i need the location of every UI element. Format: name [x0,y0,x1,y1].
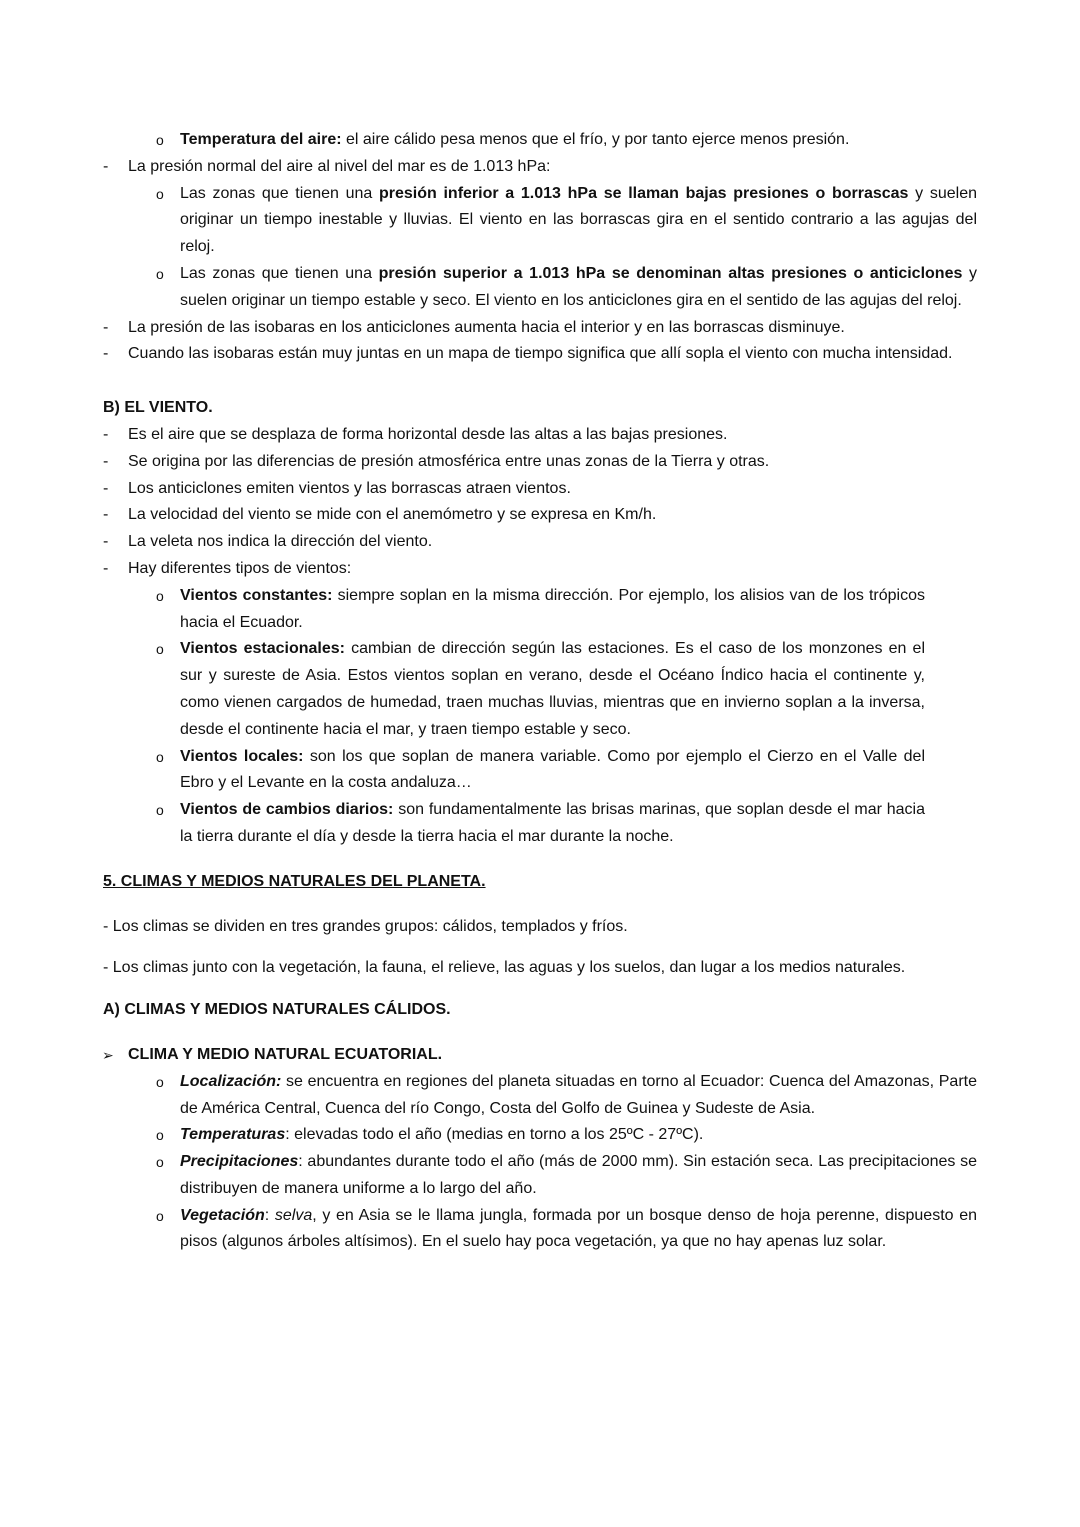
term: presión superior a 1.013 hPa se denominan altas presiones o anticiclones [378,264,963,282]
list-item [180,127,977,154]
text: : abundantes durante todo el año (más de 2000 mm). Sin estación seca. Las precipitaciones se distribuyen de manera uniforme a lo largo del año. [180,1153,977,1197]
list-item [180,744,925,798]
list-item [180,583,925,637]
text: Las zonas que tienen una [180,184,379,202]
text: Las zonas que tienen una [180,264,379,282]
term: Vegetación [180,1206,265,1224]
list-item: - La veleta nos indica la dirección del viento. [128,529,977,556]
heading-text: B) EL VIENTO. [103,399,213,417]
text: el aire cálido pesa menos que el frío, y por tanto ejerce menos presión. [341,131,850,148]
term: Vientos locales: [180,747,304,765]
list-item [180,181,977,261]
list-item [180,1122,977,1149]
list-item [180,1069,977,1123]
text: , y en Asia se le llama jungla, formada por un bosque denso de hoja perenne, dispuesto en pisos (algunos árboles altísimos). En el suelo hay poca vegetación, ya que no hay apenas luz solar. [180,1206,978,1251]
heading-text: 5. CLIMAS Y MEDIOS NATURALES DEL PLANETA. [103,872,486,890]
term: Vientos estacionales: [180,640,345,658]
text: : elevadas todo el año (medias en torno a los 25ºC - 27ºC). [285,1126,704,1144]
section-heading [103,869,977,896]
text: y suelen originar un tiempo inestable y lluvias. El viento en las borrascas gira en el sentido contrario a las agujas del reloj. [180,184,978,256]
list-item [180,797,925,851]
text: y suelen originar un tiempo estable y seco. El viento en los anticiclones gira en el sentido de las agujas del reloj. [180,264,977,309]
list-item: - Cuando las isobaras están muy juntas en un mapa de tiempo significa que allí sopla el viento con mucha intensidad. [128,341,977,368]
list-item [180,1149,977,1203]
term: Vientos de cambios diarios: [180,801,394,819]
arrow-list-item [128,1042,977,1069]
list-item [180,261,977,315]
list-item: - Es el aire que se desplaza de forma horizontal desde las altas a las bajas presiones. [128,422,977,449]
list-item: - La velocidad del viento se mide con el anemómetro y se expresa en Km/h. [128,502,977,529]
term: Vientos constantes: [180,586,333,604]
text: se encuentra en regiones del planeta situadas en torno al Ecuador: Cuenca del Amazonas, Parte de América Central, Cuenca del río Congo, Costa del Golfo de Guinea y Sudeste de Asia. [180,1072,977,1117]
list-item: - La presión de las isobaras en los anticiclones aumenta hacia el interior y en las borrascas disminuye. [128,315,977,342]
italic-text: selva [274,1206,313,1224]
text: son fundamentalmente las brisas marinas, que soplan desde el mar hacia la tierra durante el día y desde la tierra hacia el mar durante la noche. [180,801,926,845]
heading-text: A) CLIMAS Y MEDIOS NATURALES CÁLIDOS. [103,1001,451,1019]
list-item: - Hay diferentes tipos de vientos: [128,556,977,583]
heading-text: CLIMA Y MEDIO NATURAL ECUATORIAL. [128,1045,443,1063]
section-heading [103,395,977,422]
text: siempre soplan en la misma dirección. Por ejemplo, los alisios van de los trópicos hacia el Ecuador. [180,586,926,631]
subsection-heading [103,997,977,1024]
list-item: - Se origina por las diferencias de presión atmosférica entre unas zonas de la Tierra y otras. [128,449,977,476]
text: : [264,1206,275,1224]
list-item: - La presión normal del aire al nivel del mar es de 1.013 hPa: [128,154,977,181]
text: cambian de dirección según las estaciones. Es el caso de los monzones en el sur y sureste de Asia. Estos vientos soplan en verano, desde el Océano Índico hacia el continente y, como vienen cargados de humedad, traen muchas lluvias, mientras que en invierno soplan a la inversa, desde el continente hacia el mar, y traen tiempo estable y seco. [180,640,926,738]
document-page [0,127,1080,1256]
paragraph: - Los climas se dividen en tres grandes grupos: cálidos, templados y fríos. [103,917,628,935]
list-item [180,636,925,743]
term: Temperatura del aire: [180,131,342,148]
term: Localización: [180,1072,282,1090]
term: Temperaturas [180,1126,286,1144]
paragraph: - Los climas junto con la vegetación, la fauna, el relieve, las aguas y los suelos, dan lugar a los medios naturales. [103,959,906,977]
term: presión inferior a 1.013 hPa se llaman bajas presiones o borrascas [379,184,909,202]
text: son los que soplan de manera variable. Como por ejemplo el Cierzo en el Valle del Ebro y el Levante en la costa andaluza… [180,747,925,792]
list-item [180,1203,977,1257]
term: Precipitaciones [180,1153,299,1171]
list-item: - Los anticiclones emiten vientos y las borrascas atraen vientos. [128,476,977,503]
